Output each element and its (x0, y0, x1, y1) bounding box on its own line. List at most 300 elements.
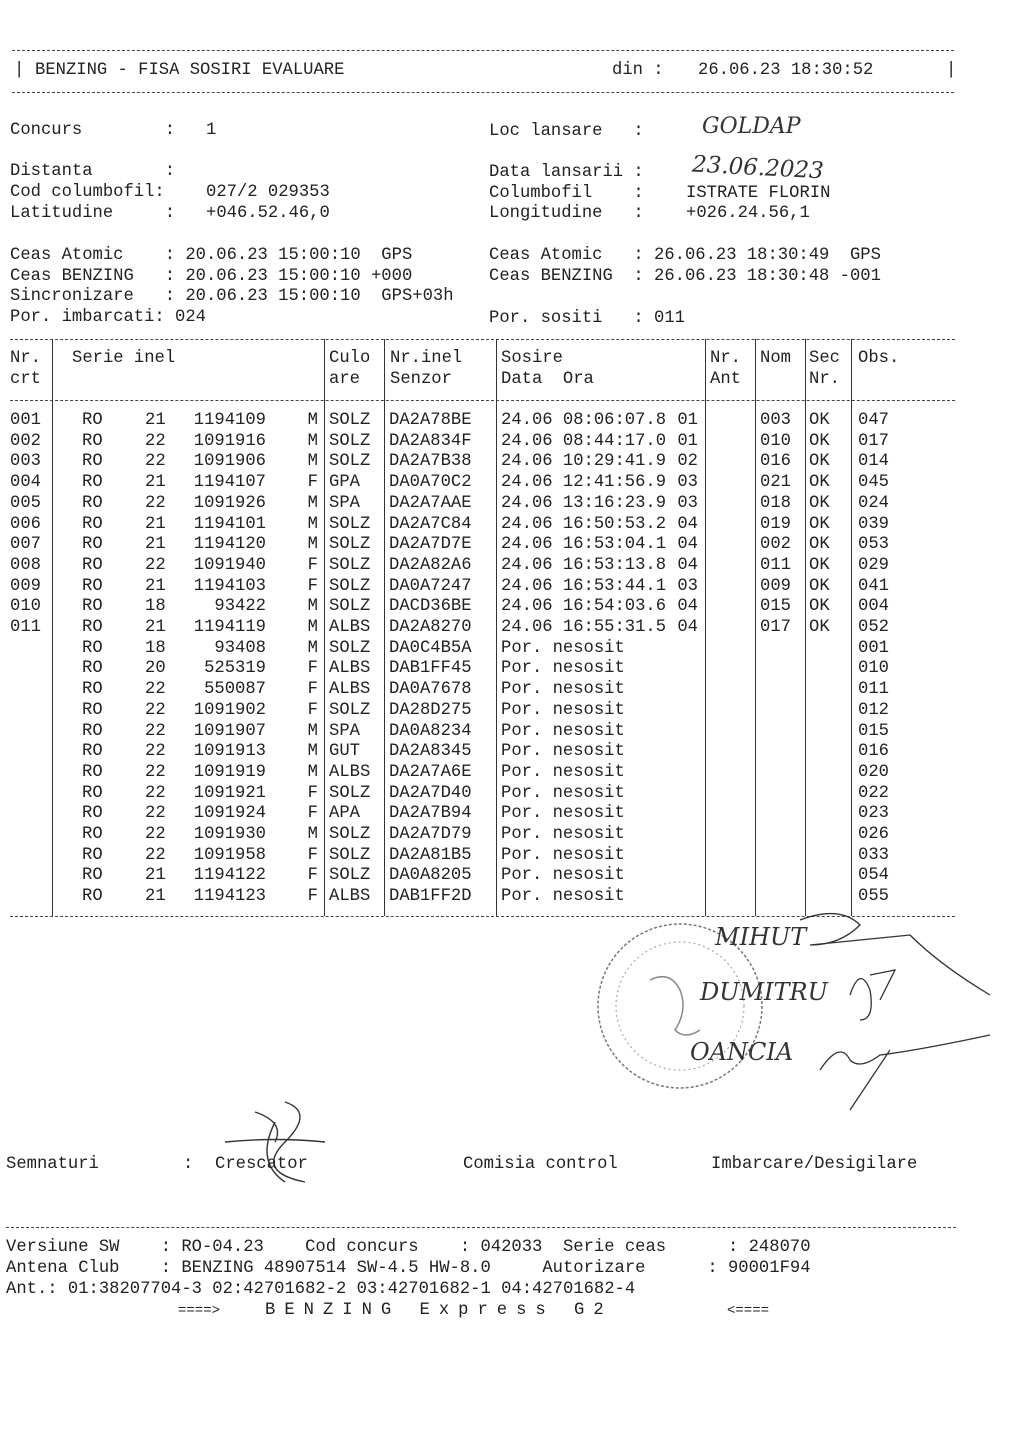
signature-dumitru: DUMITRU (700, 978, 828, 1006)
cell-sensor-ring: DA0A8234 (389, 721, 472, 741)
cell-country: RO (82, 762, 103, 782)
cell-sensor-ring: DA2A78BE (389, 411, 472, 430)
ceas-benzing-start: Ceas BENZING : 20.06.23 15:00:10 +000 (10, 267, 413, 286)
cell-country: RO (82, 431, 103, 451)
cell-nr-crt: 008 (10, 555, 41, 575)
cell-nr-crt: 005 (10, 493, 41, 513)
cell-sensor-ring: DA2A8345 (389, 742, 472, 762)
cell-obs: 001 (858, 638, 889, 658)
footer-arrow-left: ====> (178, 1303, 221, 1319)
cell-color: GUT (329, 742, 360, 762)
table-top-rule (10, 339, 955, 340)
cell-ring-number: 1091902 (193, 700, 266, 720)
cell-year: 22 (145, 825, 166, 844)
cell-obs: 045 (858, 473, 889, 493)
cell-sensor-ring: DA2A7D79 (389, 825, 472, 844)
cell-year: 18 (145, 597, 166, 617)
cell-ring-number: 1091926 (193, 493, 266, 513)
cell-sex: M (307, 431, 318, 451)
cell-obs: 004 (858, 597, 889, 617)
cell-arrival: Por. nesosit (501, 680, 625, 700)
cell-nominated: 017 (760, 618, 791, 637)
cell-sex: F (307, 680, 318, 700)
cell-sec-nr: OK (809, 452, 830, 472)
cell-obs: 029 (858, 555, 889, 575)
crescator-label: Crescator (215, 1155, 308, 1174)
th-sosire: Sosire (501, 349, 563, 368)
th-nr-ant-2: Ant (710, 370, 741, 389)
cell-sec-nr: OK (809, 431, 830, 451)
cell-arrival: Por. nesosit (501, 845, 625, 865)
cell-arrival: Por. nesosit (501, 866, 625, 886)
cell-country: RO (82, 452, 103, 472)
cell-sex: M (307, 452, 318, 472)
cell-color: APA (329, 804, 360, 824)
cell-color: ALBS (329, 659, 371, 679)
cell-arrival: Por. nesosit (501, 804, 625, 824)
cell-sensor-ring: DA2A7B38 (389, 452, 472, 472)
cell-arrival: 24.06 16:55:31.5 (501, 618, 667, 637)
cell-nominated: 009 (760, 576, 791, 596)
stamp-and-signatures (570, 900, 1024, 1130)
cell-year: 21 (145, 576, 166, 596)
semnaturi-colon: : (183, 1155, 194, 1174)
signature-mihut: MIHUT (715, 923, 807, 951)
cell-arrival: Por. nesosit (501, 700, 625, 720)
cell-year: 20 (145, 659, 166, 679)
signature-mihut-stroke (800, 914, 990, 995)
cod-columbofil-value: 027/2 029353 (206, 183, 330, 202)
cell-arrival: 24.06 16:53:13.8 (501, 555, 667, 575)
cell-ring-number: 1194119 (193, 618, 266, 637)
cell-sec-nr: OK (809, 493, 830, 513)
cell-obs: 011 (858, 680, 889, 700)
cell-sex: M (307, 535, 318, 555)
th-nr-inel: Nr.inel (390, 349, 463, 368)
cell-sex: M (307, 618, 318, 637)
cell-sensor-ring: DA0C4B5A (389, 638, 472, 658)
cell-sensor-ring: DA2A7D40 (389, 783, 472, 803)
col-divider (705, 339, 706, 916)
cell-sensor-ring: DA0A7678 (389, 680, 472, 700)
cell-nr-crt: 004 (10, 473, 41, 493)
cell-sex: M (307, 638, 318, 658)
longitudine-value: +026.24.56,1 (686, 204, 810, 223)
distanta-label: Distanta : (10, 162, 176, 181)
cell-sex: M (307, 742, 318, 762)
cell-color: ALBS (329, 680, 371, 700)
concurs-label: Concurs : (10, 121, 176, 140)
cell-sex: M (307, 721, 318, 741)
cell-sensor-ring: DA2A7B94 (389, 804, 472, 824)
cell-year: 18 (145, 638, 166, 658)
cell-nominated: 011 (760, 555, 791, 575)
cell-color: SOLZ (329, 452, 371, 472)
cell-obs: 041 (858, 576, 889, 596)
cell-ring-number: 1091919 (193, 762, 266, 782)
cell-country: RO (82, 700, 103, 720)
cell-obs: 024 (858, 493, 889, 513)
cell-ring-number: 1091930 (193, 825, 266, 844)
sincronizare: Sincronizare : 20.06.23 15:00:10 GPS+03h (10, 287, 454, 306)
cell-antenna: 04 (677, 535, 698, 555)
cell-year: 22 (145, 762, 166, 782)
footer-ant: Ant.: 01:38207704-3 02:42701682-2 03:42701682-1 04:42701682-4 (6, 1280, 636, 1299)
cell-sec-nr: OK (809, 411, 830, 430)
cell-arrival: 24.06 10:29:41.9 (501, 452, 667, 472)
cell-sex: M (307, 825, 318, 844)
cell-antenna: 04 (677, 514, 698, 534)
cell-obs: 010 (858, 659, 889, 679)
cell-ring-number: 1091940 (193, 555, 266, 575)
cell-antenna: 01 (677, 411, 698, 430)
cell-sex: M (307, 514, 318, 534)
footer-rule (6, 1227, 956, 1228)
cell-country: RO (82, 825, 103, 844)
cell-nominated: 019 (760, 514, 791, 534)
cell-ring-number: 1194107 (193, 473, 266, 493)
cell-color: SPA (329, 493, 360, 513)
cell-ring-number: 1091921 (193, 783, 266, 803)
header-bottom-rule (12, 92, 954, 93)
cell-sex: F (307, 700, 318, 720)
cell-ring-number: 1091906 (193, 452, 266, 472)
cell-country: RO (82, 555, 103, 575)
cell-color: SOLZ (329, 783, 371, 803)
cell-antenna: 01 (677, 431, 698, 451)
cell-sensor-ring: DA2A7C84 (389, 514, 472, 534)
cell-nominated: 016 (760, 452, 791, 472)
cell-obs: 012 (858, 700, 889, 720)
col-divider (851, 339, 852, 916)
cell-year: 21 (145, 473, 166, 493)
cell-obs: 052 (858, 618, 889, 637)
cell-sec-nr: OK (809, 473, 830, 493)
cell-country: RO (82, 742, 103, 762)
cell-country: RO (82, 576, 103, 596)
cell-year: 22 (145, 804, 166, 824)
document-title: BENZING - FISA SOSIRI EVALUARE (35, 61, 345, 80)
cell-sensor-ring: DA2A8270 (389, 618, 472, 637)
cell-year: 21 (145, 514, 166, 534)
cell-country: RO (82, 514, 103, 534)
th-data-ora: Data Ora (501, 370, 594, 389)
cell-country: RO (82, 618, 103, 637)
cell-arrival: 24.06 08:44:17.0 (501, 431, 667, 451)
cell-ring-number: 1091913 (193, 742, 266, 762)
cell-sex: F (307, 555, 318, 575)
columbofil-value: ISTRATE FLORIN (686, 184, 831, 203)
cell-color: SOLZ (329, 535, 371, 555)
cell-arrival: Por. nesosit (501, 659, 625, 679)
signature-oancia-stroke (820, 1035, 990, 1110)
cell-sex: M (307, 411, 318, 430)
cell-obs: 017 (858, 431, 889, 451)
th-serie-inel: Serie inel (72, 349, 176, 368)
cell-nominated: 010 (760, 431, 791, 451)
cell-obs: 039 (858, 514, 889, 534)
cell-obs: 016 (858, 742, 889, 762)
cell-obs: 020 (858, 762, 889, 782)
columbofil-label: Columbofil : (489, 184, 644, 203)
cell-sensor-ring: DA2A7AAE (389, 493, 472, 513)
cell-nr-crt: 006 (10, 514, 41, 534)
cell-color: SOLZ (329, 825, 371, 844)
cell-country: RO (82, 638, 103, 658)
cell-country: RO (82, 845, 103, 865)
footer-versiune: Versiune SW : RO-04.23 Cod concurs : 042033 Serie ceas : 248070 (6, 1238, 811, 1257)
cell-ring-number: 1091924 (193, 804, 266, 824)
cell-nominated: 015 (760, 597, 791, 617)
cell-color: SOLZ (329, 555, 371, 575)
cell-sex: F (307, 783, 318, 803)
cell-ring-number: 1194103 (193, 576, 266, 596)
cell-sensor-ring: DA28D275 (389, 700, 472, 720)
header-left-bar: | (14, 61, 25, 80)
cell-sec-nr: OK (809, 514, 830, 534)
cell-sec-nr: OK (809, 576, 830, 596)
cell-color: ALBS (329, 762, 371, 782)
cell-year: 22 (145, 493, 166, 513)
header-right-bar: | (946, 61, 957, 80)
th-culoare-2: are (329, 370, 360, 389)
cell-nr-crt: 003 (10, 452, 41, 472)
cell-obs: 053 (858, 535, 889, 555)
cell-color: ALBS (329, 887, 371, 907)
th-obs: Obs. (858, 349, 900, 368)
signature-oancia: OANCIA (690, 1038, 794, 1066)
cell-sec-nr: OK (809, 597, 830, 617)
cell-sec-nr: OK (809, 618, 830, 637)
cell-obs: 015 (858, 721, 889, 741)
cell-arrival: Por. nesosit (501, 887, 625, 907)
cell-country: RO (82, 783, 103, 803)
cell-color: SOLZ (329, 866, 371, 886)
cell-country: RO (82, 535, 103, 555)
footer-antena: Antena Club : BENZING 48907514 SW-4.5 HW-8.0 Autorizare : 90001F94 (6, 1259, 811, 1278)
cell-year: 22 (145, 431, 166, 451)
cell-color: SOLZ (329, 514, 371, 534)
cell-sec-nr: OK (809, 555, 830, 575)
cell-ring-number: 1194120 (193, 535, 266, 555)
cell-obs: 055 (858, 887, 889, 907)
cell-arrival: Por. nesosit (501, 638, 625, 658)
cell-sensor-ring: DA0A70C2 (389, 473, 472, 493)
cell-nr-crt: 011 (10, 618, 41, 637)
cell-ring-number: 1194109 (193, 411, 266, 430)
cell-obs: 023 (858, 804, 889, 824)
th-sec-2: Nr. (809, 370, 840, 389)
cell-sensor-ring: DA2A7D7E (389, 535, 472, 555)
cell-sex: M (307, 597, 318, 617)
cell-ring-number: 1194101 (193, 514, 266, 534)
cell-nr-crt: 002 (10, 431, 41, 451)
cell-color: SOLZ (329, 845, 371, 865)
cell-ring-number: 1091958 (193, 845, 266, 865)
cell-sensor-ring: DA2A82A6 (389, 555, 472, 575)
cell-sex: F (307, 866, 318, 886)
cell-antenna: 03 (677, 576, 698, 596)
cell-sex: F (307, 576, 318, 596)
cell-obs: 054 (858, 866, 889, 886)
cell-antenna: 04 (677, 597, 698, 617)
comisia-control-label: Comisia control (463, 1155, 618, 1174)
cell-year: 21 (145, 535, 166, 555)
footer-arrow-right: <==== (727, 1303, 770, 1319)
cell-color: SOLZ (329, 431, 371, 451)
loc-lansare-handwritten: GOLDAP (702, 114, 801, 139)
cell-arrival: Por. nesosit (501, 721, 625, 741)
footer-brand: BENZING Express G2 (265, 1301, 613, 1320)
ceas-atomic-start: Ceas Atomic : 20.06.23 15:00:10 GPS (10, 246, 413, 265)
signature-dumitru-stroke (850, 970, 895, 1020)
cell-sex: F (307, 804, 318, 824)
cell-ring-number: 550087 (204, 680, 266, 700)
th-nr-ant-1: Nr. (710, 349, 741, 368)
longitudine-label: Longitudine : (489, 204, 644, 223)
cell-sex: M (307, 493, 318, 513)
cell-year: 22 (145, 742, 166, 762)
cell-country: RO (82, 804, 103, 824)
cell-sensor-ring: DACD36BE (389, 597, 472, 617)
cell-color: SOLZ (329, 638, 371, 658)
th-culoare-1: Culo (329, 349, 371, 368)
cell-arrival: 24.06 16:53:04.1 (501, 535, 667, 555)
porumbei-sositi: Por. sositi : 011 (489, 309, 685, 328)
cell-color: SOLZ (329, 576, 371, 596)
cell-arrival: 24.06 16:50:53.2 (501, 514, 667, 534)
cell-color: GPA (329, 473, 360, 493)
cell-obs: 033 (858, 845, 889, 865)
cell-ring-number: 1194122 (193, 866, 266, 886)
th-crt: crt (10, 370, 41, 389)
cell-country: RO (82, 721, 103, 741)
cell-country: RO (82, 659, 103, 679)
cell-nominated: 003 (760, 411, 791, 430)
cod-columbofil-label: Cod columbofil: (10, 183, 165, 202)
cell-nr-crt: 007 (10, 535, 41, 555)
col-divider (755, 339, 756, 916)
cell-arrival: 24.06 12:41:56.9 (501, 473, 667, 493)
cell-sex: F (307, 845, 318, 865)
din-label: din : (612, 61, 664, 80)
cell-antenna: 03 (677, 493, 698, 513)
cell-color: ALBS (329, 618, 371, 637)
cell-ring-number: 93408 (214, 638, 266, 658)
cell-arrival: Por. nesosit (501, 742, 625, 762)
cell-country: RO (82, 866, 103, 886)
ceas-benzing-end: Ceas BENZING : 26.06.23 18:30:48 -001 (489, 267, 881, 286)
cell-sex: F (307, 887, 318, 907)
th-nr: Nr. (10, 349, 41, 368)
cell-obs: 022 (858, 783, 889, 803)
cell-color: SOLZ (329, 411, 371, 430)
cell-sensor-ring: DA2A81B5 (389, 845, 472, 865)
print-datetime: 26.06.23 18:30:52 (698, 61, 874, 80)
cell-sex: F (307, 659, 318, 679)
cell-antenna: 04 (677, 618, 698, 637)
data-lansarii-handwritten: 23.06.2023 (691, 151, 825, 185)
cell-year: 22 (145, 555, 166, 575)
latitudine-value: +046.52.46,0 (206, 204, 330, 223)
cell-arrival: 24.06 16:54:03.6 (501, 597, 667, 617)
cell-arrival: 24.06 16:53:44.1 (501, 576, 667, 596)
data-lansarii-label: Data lansarii : (489, 163, 644, 182)
cell-nr-crt: 009 (10, 576, 41, 596)
cell-nr-crt: 010 (10, 597, 41, 617)
cell-obs: 026 (858, 825, 889, 844)
cell-arrival: Por. nesosit (501, 825, 625, 844)
cell-sensor-ring: DA0A8205 (389, 866, 472, 886)
cell-year: 21 (145, 618, 166, 637)
stamp-bird-icon (650, 977, 700, 1035)
porumbei-imbarcati: Por. imbarcati: 024 (10, 308, 206, 327)
loc-lansare-label: Loc lansare : (489, 122, 644, 141)
cell-sex: M (307, 762, 318, 782)
cell-obs: 014 (858, 452, 889, 472)
cell-year: 22 (145, 452, 166, 472)
th-sec-1: Sec (809, 349, 840, 368)
cell-color: SOLZ (329, 597, 371, 617)
cell-year: 22 (145, 783, 166, 803)
cell-year: 22 (145, 845, 166, 865)
col-divider (52, 339, 53, 916)
cell-ring-number: 1091916 (193, 431, 266, 451)
cell-country: RO (82, 493, 103, 513)
cell-obs: 047 (858, 411, 889, 430)
cell-arrival: 24.06 13:16:23.9 (501, 493, 667, 513)
col-divider (324, 339, 325, 916)
cell-nr-crt: 001 (10, 411, 41, 430)
cell-color: SPA (329, 721, 360, 741)
cell-sensor-ring: DAB1FF2D (389, 887, 472, 907)
cell-ring-number: 1091907 (193, 721, 266, 741)
cell-arrival: Por. nesosit (501, 783, 625, 803)
cell-ring-number: 93422 (214, 597, 266, 617)
cell-country: RO (82, 597, 103, 617)
concurs-value: 1 (206, 121, 217, 140)
cell-sensor-ring: DA2A7A6E (389, 762, 472, 782)
signature-crescator (215, 1092, 335, 1192)
cell-nominated: 002 (760, 535, 791, 555)
cell-year: 22 (145, 721, 166, 741)
cell-antenna: 04 (677, 555, 698, 575)
cell-nominated: 021 (760, 473, 791, 493)
cell-sensor-ring: DA2A834F (389, 431, 472, 451)
cell-country: RO (82, 887, 103, 907)
th-senzor: Senzor (390, 370, 452, 389)
cell-year: 21 (145, 887, 166, 907)
table-header-rule (10, 400, 955, 401)
col-divider (496, 339, 497, 916)
ceas-atomic-end: Ceas Atomic : 26.06.23 18:30:49 GPS (489, 246, 881, 265)
cell-nominated: 018 (760, 493, 791, 513)
col-divider (805, 339, 806, 916)
cell-year: 21 (145, 866, 166, 886)
cell-sensor-ring: DAB1FF45 (389, 659, 472, 679)
cell-country: RO (82, 680, 103, 700)
cell-antenna: 03 (677, 473, 698, 493)
th-nom: Nom (760, 349, 791, 368)
cell-arrival: Por. nesosit (501, 762, 625, 782)
col-divider (384, 339, 385, 916)
cell-arrival: 24.06 08:06:07.8 (501, 411, 667, 430)
cell-color: SOLZ (329, 700, 371, 720)
cell-country: RO (82, 411, 103, 430)
latitudine-label: Latitudine : (10, 204, 176, 223)
cell-antenna: 02 (677, 452, 698, 472)
cell-ring-number: 525319 (204, 659, 266, 679)
